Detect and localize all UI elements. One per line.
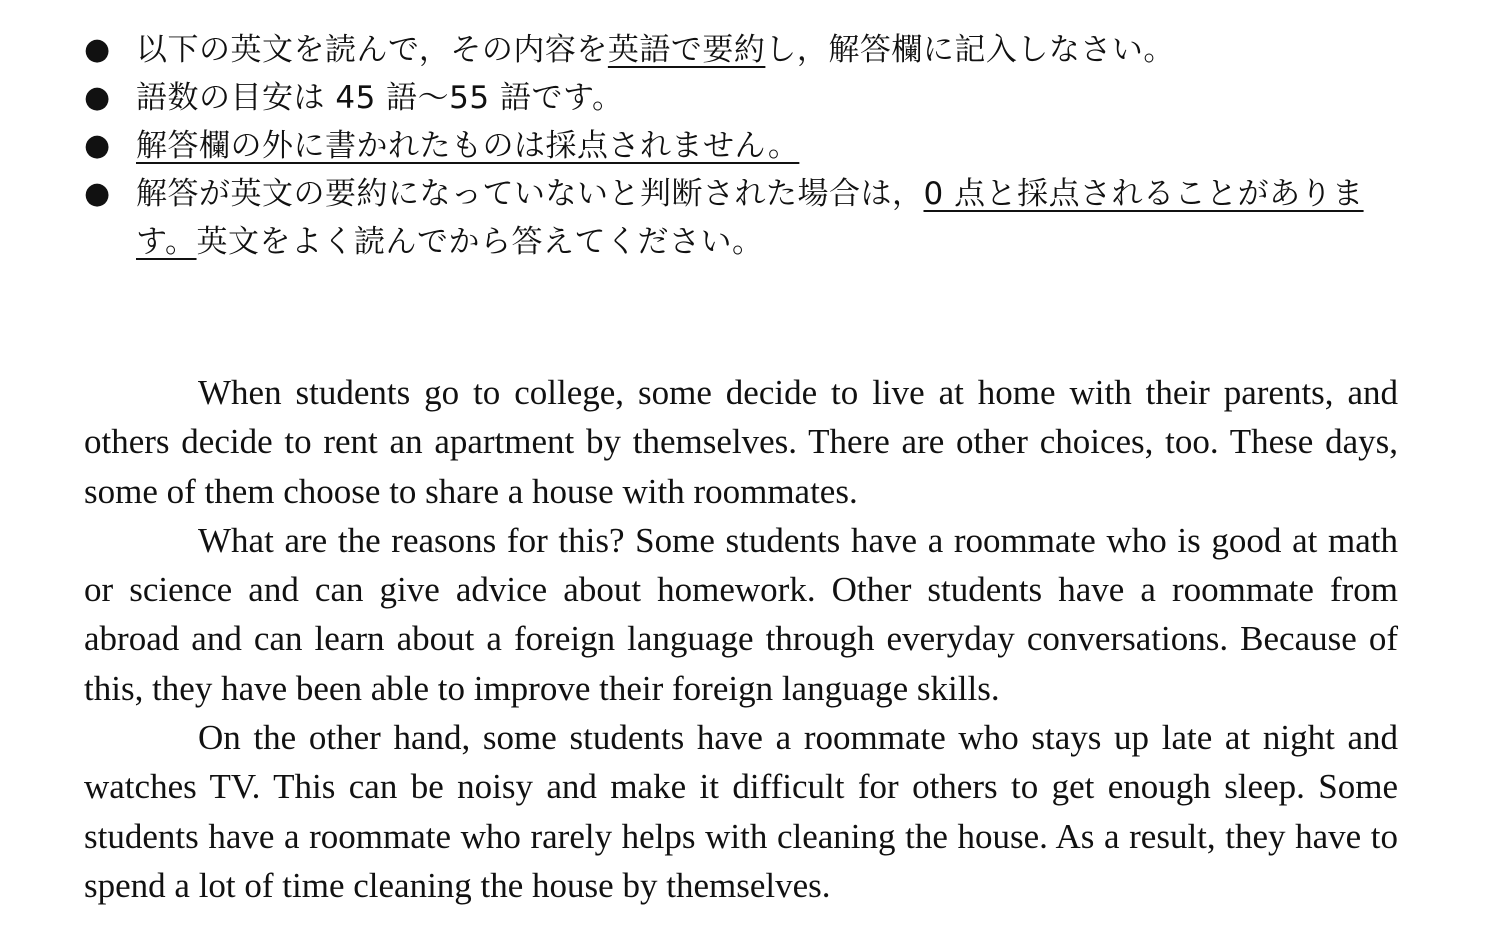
passage-paragraph-3: On the other hand, some students have a roommate who stays up late at night and watches TV. This can be noisy and make it difficult for others to get enough sleep. Some students have a roommate who rarely helps with cleaning the house. As a result, they have to spend a lot of time cleaning the house by themselves. xyxy=(84,718,1398,905)
instruction-4-underlined: 0 点と採点されることがあります。 xyxy=(136,176,1364,260)
instruction-item-4 xyxy=(84,170,1414,266)
bullet-icon: ● xyxy=(84,80,111,115)
instruction-item-2 xyxy=(84,74,1414,122)
bullet-icon: ● xyxy=(84,32,111,67)
bullet-icon: ● xyxy=(84,128,111,163)
reading-passage xyxy=(84,368,1398,910)
instruction-1-underlined: 英語で要約 xyxy=(607,32,766,68)
instruction-text-4 xyxy=(136,170,1414,266)
instruction-item-3 xyxy=(84,122,1414,170)
instruction-1-pre: 以下の英文を読んで，その内容を xyxy=(136,32,608,68)
instruction-text-1 xyxy=(136,26,1414,74)
instruction-4-pre: 解答が英文の要約になっていないと判断された場合は， xyxy=(136,176,924,212)
instruction-1-post: し，解答欄に記入しなさい。 xyxy=(765,32,1175,68)
instruction-4-post: 英文をよく読んでから答えてください。 xyxy=(196,224,764,260)
instruction-3-underlined: 解答欄の外に書かれたものは採点されません。 xyxy=(136,128,800,164)
instruction-text-2: 語数の目安は 45 語～55 語です。 xyxy=(136,80,624,116)
bullet-icon: ● xyxy=(84,176,111,211)
instruction-item-1 xyxy=(84,26,1414,74)
passage-paragraph-2: What are the reasons for this? Some students have a roommate who is good at math or science and can give advice about homework. Other students have a roommate from abroad and can learn about a foreign language through everyday conversations. Because of this, they have been able to improve their foreign language skills. xyxy=(84,520,1398,708)
passage-paragraph-1: When students go to college, some decide to live at home with their parents, and others decide to rent an apartment by themselves. There are other choices, too. These days, some of them choose to share a house with roommates. xyxy=(84,373,1398,511)
instruction-text-3 xyxy=(136,122,1414,170)
instructions-list xyxy=(84,26,1414,266)
